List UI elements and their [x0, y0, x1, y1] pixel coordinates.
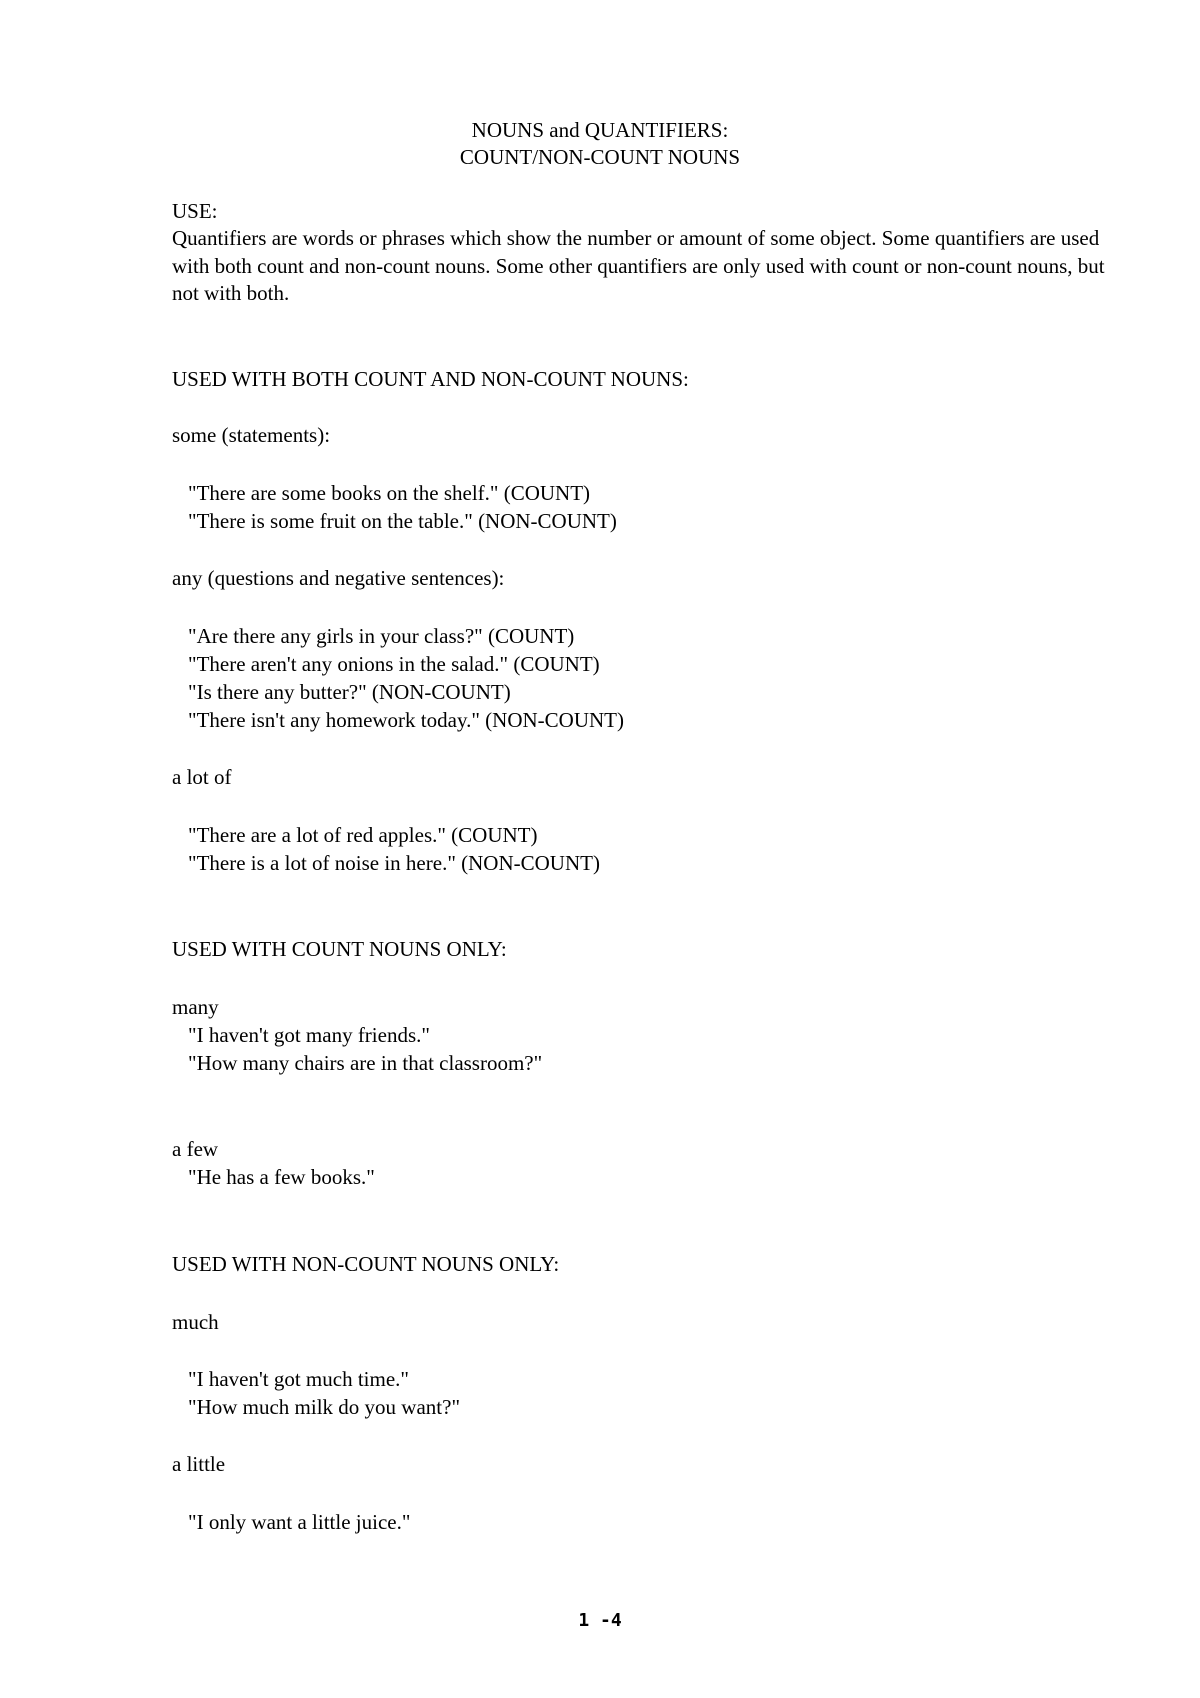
- page-number: 1 -4: [578, 1610, 622, 1631]
- example-sentence: "There is a lot of noise in here." (NON-COUNT): [188, 851, 600, 875]
- quantifier-label-alotof: a lot of: [172, 765, 232, 789]
- example-sentence: "There isn't any homework today." (NON-COUNT): [188, 708, 624, 732]
- quantifier-label-any: any (questions and negative sentences):: [172, 566, 505, 590]
- use-heading: USE:: [172, 199, 218, 223]
- example-sentence: "I haven't got many friends.": [188, 1023, 430, 1047]
- quantifier-label-some: some (statements):: [172, 423, 331, 447]
- title-line-2: COUNT/NON-COUNT NOUNS: [459, 145, 741, 169]
- use-paragraph: Quantifiers are words or phrases which show the number or amount of some object. Some quantifiers are used with both count and non-count nouns. Some other quantifiers are only used with count or non-count nouns, but not with both.: [172, 226, 1105, 305]
- section-heading-both: USED WITH BOTH COUNT AND NON-COUNT NOUNS:: [172, 367, 689, 391]
- title-line-1: NOUNS and QUANTIFIERS:: [471, 118, 729, 142]
- quantifier-label-many: many: [172, 995, 219, 1019]
- section-heading-noncount: USED WITH NON-COUNT NOUNS ONLY:: [172, 1252, 560, 1276]
- example-sentence: "There is some fruit on the table." (NON-COUNT): [188, 509, 617, 533]
- quantifier-label-alittle: a little: [172, 1452, 226, 1476]
- example-sentence: "How much milk do you want?": [188, 1395, 461, 1419]
- example-sentence: "There are some books on the shelf." (COUNT): [188, 481, 591, 505]
- example-sentence: "There aren't any onions in the salad." (COUNT): [188, 652, 600, 676]
- example-sentence: "I only want a little juice.": [188, 1510, 411, 1534]
- section-heading-count: USED WITH COUNT NOUNS ONLY:: [172, 937, 507, 961]
- example-sentence: "How many chairs are in that classroom?": [188, 1051, 543, 1075]
- example-sentence: "Is there any butter?" (NON-COUNT): [188, 680, 511, 704]
- example-sentence: "There are a lot of red apples." (COUNT): [188, 823, 538, 847]
- example-sentence: "I haven't got much time.": [188, 1367, 409, 1391]
- quantifier-label-much: much: [172, 1310, 219, 1334]
- quantifier-label-afew: a few: [172, 1137, 219, 1161]
- example-sentence: "He has a few books.": [188, 1165, 375, 1189]
- example-sentence: "Are there any girls in your class?" (COUNT): [188, 624, 575, 648]
